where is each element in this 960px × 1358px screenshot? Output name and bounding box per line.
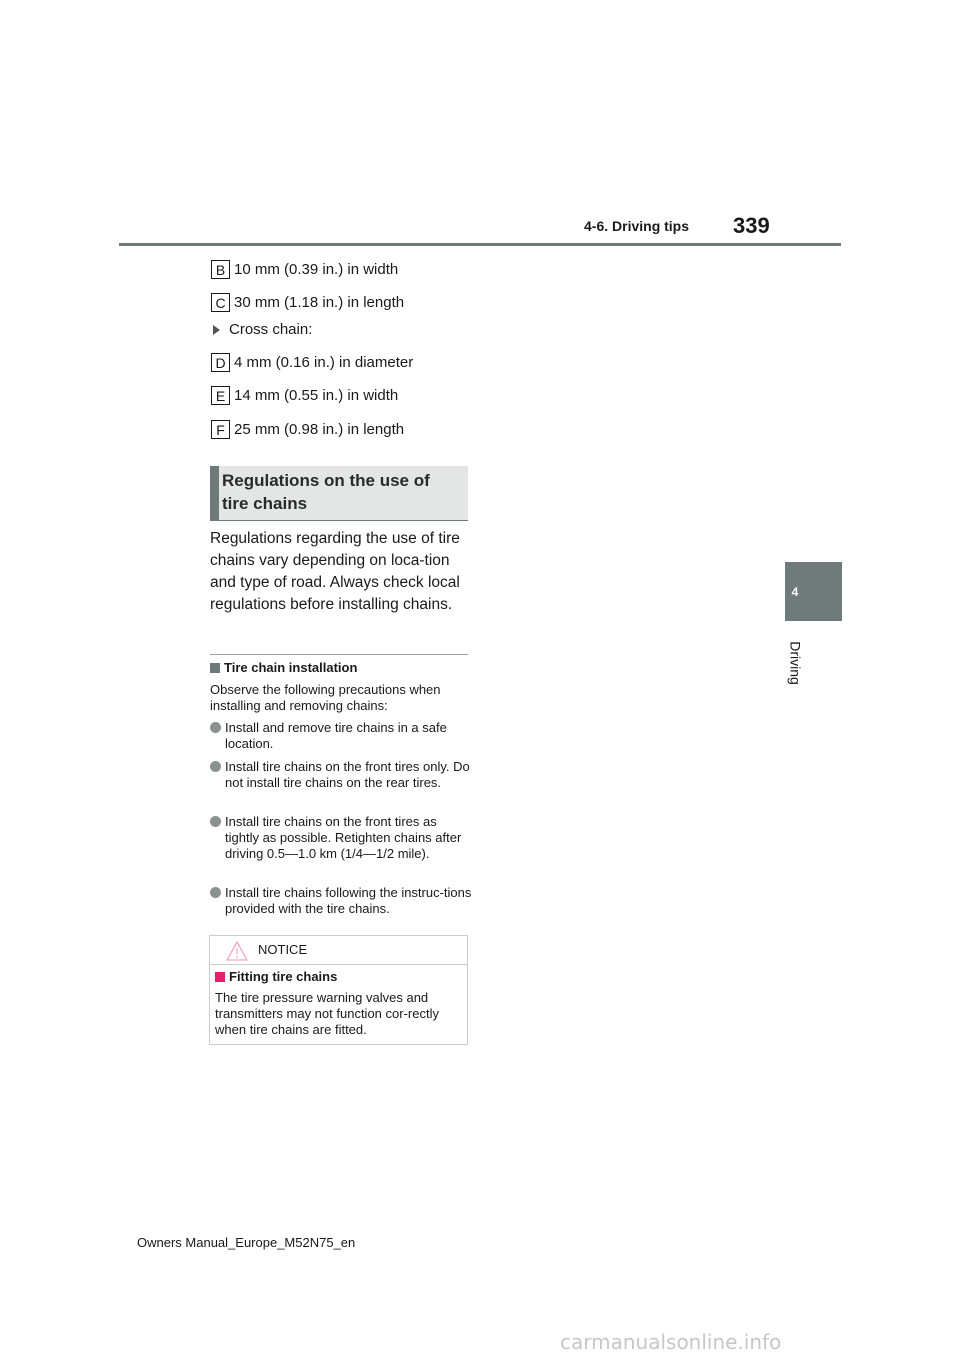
list-item-text: Install tire chains following the instruc-tions provided with the tire chains.: [225, 885, 472, 916]
installation-heading: [210, 660, 357, 675]
notice-divider: [210, 964, 468, 965]
spec-text: 4 mm (0.16 in.) in diameter: [234, 354, 414, 371]
notice-body: The tire pressure warning valves and transmitters may not function cor-rectly when tire chains are fitted.: [215, 990, 439, 1037]
warning-triangle-icon: [226, 941, 248, 961]
notice-label: NOTICE: [258, 942, 308, 957]
callout-letter: B: [211, 260, 230, 279]
square-bullet-icon: [215, 972, 225, 982]
cross-chain-item: [213, 321, 312, 338]
regulations-heading: [222, 469, 462, 515]
list-item-text: Install tire chains on the front tires as tightly as possible. Retighten chains after driving 0.5—1.0 km (1/4—1/2 mile).: [225, 814, 462, 861]
dot-bullet-icon: [210, 816, 221, 827]
square-bullet-icon: [210, 663, 220, 673]
cross-chain-label: Cross chain:: [229, 321, 313, 338]
list-item: [210, 720, 472, 752]
notice-heading-text: Fitting tire chains: [229, 969, 338, 984]
dot-bullet-icon: [210, 761, 221, 772]
callout-letter: E: [211, 386, 230, 405]
section-divider: [210, 654, 468, 655]
spec-text: 14 mm (0.55 in.) in width: [234, 387, 399, 404]
header-rule: [119, 243, 841, 246]
notice-heading: [215, 969, 337, 984]
spec-line: [211, 353, 413, 372]
installation-intro: Observe the following precautions when installing and removing chains:: [210, 682, 441, 713]
chapter-name: Driving: [787, 641, 804, 685]
watermark: carmanualsonline.info: [560, 1330, 782, 1354]
footer-text: Owners Manual_Europe_M52N75_en: [137, 1235, 356, 1250]
spec-text: 30 mm (1.18 in.) in length: [234, 294, 405, 311]
list-item: [210, 885, 472, 917]
regulations-heading-line1: Regulations on the use of: [222, 471, 430, 490]
list-item: [210, 814, 472, 862]
chapter-number: 4: [791, 585, 799, 599]
heading-accent-bar: [210, 466, 219, 521]
callout-letter: F: [211, 420, 230, 439]
callout-letter: D: [211, 353, 230, 372]
list-item-text: Install and remove tire chains in a safe location.: [225, 720, 447, 751]
spec-line: [211, 386, 398, 405]
spec-line: [211, 260, 398, 279]
callout-letter: C: [211, 293, 230, 312]
dot-bullet-icon: [210, 722, 221, 733]
regulations-body: Regulations regarding the use of tire chains vary depending on loca-tion and type of road. Always check local regulations before installing chains.: [210, 530, 460, 613]
triangle-bullet-icon: [213, 325, 220, 335]
page-number: 339: [733, 213, 770, 238]
dot-bullet-icon: [210, 887, 221, 898]
section-title: 4-6. Driving tips: [584, 218, 690, 234]
installation-heading-text: Tire chain installation: [224, 660, 358, 675]
regulations-heading-line2: tire chains: [222, 494, 308, 513]
spec-line: [211, 420, 404, 439]
list-item: [210, 759, 472, 791]
spec-text: 25 mm (0.98 in.) in length: [234, 421, 405, 438]
spec-text: 10 mm (0.39 in.) in width: [234, 261, 399, 278]
spec-line: [211, 293, 404, 312]
list-item-text: Install tire chains on the front tires only. Do not install tire chains on the rear tires.: [225, 759, 470, 790]
